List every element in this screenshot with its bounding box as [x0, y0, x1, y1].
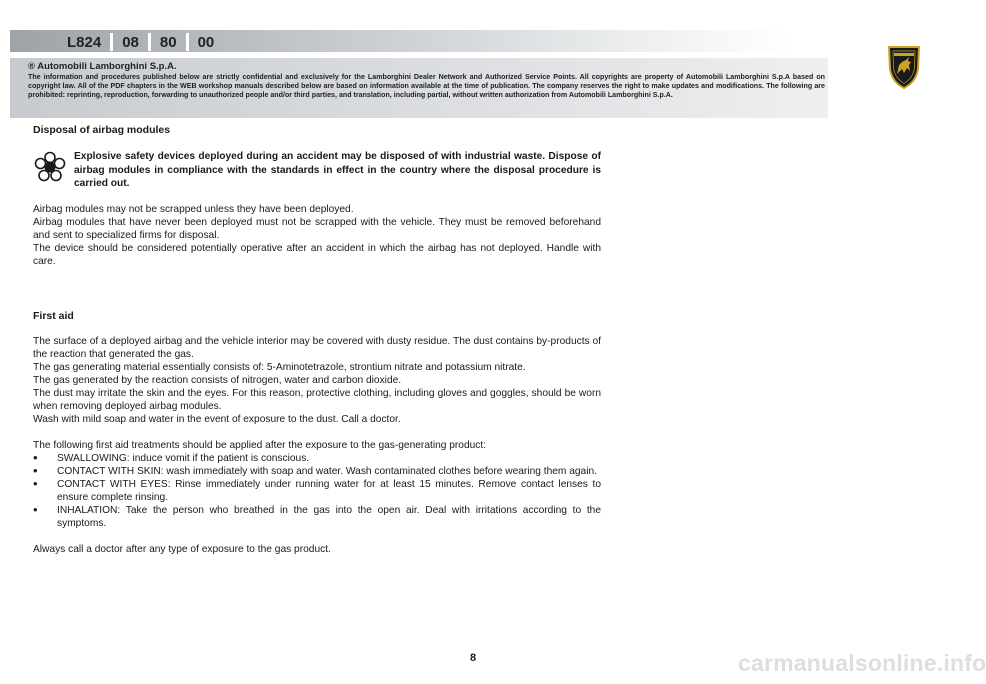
page-number: 8 [470, 652, 477, 664]
watermark: carmanualsonline.info [738, 650, 986, 676]
closing-paragraph: Always call a doctor after any type of exposure to the gas product. [33, 544, 331, 555]
list-item [33, 478, 601, 504]
paragraph: Wash with mild soap and water in the event of exposure to the dust. Call a doctor. [33, 414, 401, 425]
bullet-icon: • [33, 476, 38, 491]
spacer [33, 323, 601, 335]
legal-text: The information and procedures published below are strictly confidential and exclusively for the Lamborghini Dealer Network and Authorized Service Points. All copyrights are property of Automobili Lamborghini S.p.A based on copyright law. All of the PDF chapters in the WEB workshop manuals described below are based on information available at the time of publication. The company reserves the right to make updates and modifications. The following are prohibited: reprinting, reproduction, forwarding to unauthorized people and/or third parties, and translation, including partial, without written authorization from Automobili Lamborghini S.p.A. [28, 73, 825, 99]
paragraph: Airbag modules that have never been deployed must not be scrapped with the vehicle. They must be removed beforehand and sent to specialized firms for disposal. [33, 217, 601, 241]
code-group: 08 [122, 33, 139, 51]
treatment-text: CONTACT WITH EYES: Rinse immediately under running water for at least 15 minutes. Remove contact lenses to ensure complete rinsing. [57, 479, 601, 503]
paragraph: The gas generating material essentially consists of: 5-Aminotetrazole, strontium nitrate and potassium nitrate. [33, 362, 526, 373]
list-item [33, 452, 601, 465]
bullet-icon: • [33, 502, 38, 517]
list-item [33, 465, 601, 478]
treatments-intro: The following first aid treatments should be applied after the exposure to the gas-generating product: [33, 440, 487, 451]
treatment-text: INHALATION: Take the person who breathed in the gas into the open air. Deal with irritations according to the symptoms. [57, 505, 601, 529]
code-subgroup: 80 [159, 33, 177, 51]
section-heading-disposal: Disposal of airbag modules [33, 124, 171, 136]
treatment-list [33, 452, 601, 530]
paragraph: Airbag modules may not be scrapped unless they have been deployed. [33, 204, 354, 215]
first-aid-section [33, 310, 601, 556]
warning-text: Explosive safety devices deployed during an accident may be disposed of with industrial waste. Dispose of airbag modules in compliance with the standards in effect in the country where the disposal procedure is carried out. [74, 151, 601, 189]
treatment-text: SWALLOWING: induce vomit if the patient is conscious. [57, 453, 310, 464]
paragraph: The gas generated by the reaction consists of nitrogen, water and carbon dioxide. [33, 375, 402, 386]
code-model: L824 [67, 33, 102, 51]
document-codes [58, 31, 223, 53]
treatment-text: CONTACT WITH SKIN: wash immediately with soap and water. Wash contaminated clothes before wearing them again. [57, 466, 597, 477]
spacer [33, 530, 601, 543]
bullet-icon: • [33, 450, 38, 465]
section-heading-first-aid: First aid [33, 310, 74, 322]
disposal-heading-block [33, 124, 601, 137]
lamborghini-logo-icon [886, 44, 922, 90]
bullet-icon: • [33, 463, 38, 478]
paragraph: The device should be considered potentially operative after an accident in which the airbag has not deployed. Handle with care. [33, 243, 601, 267]
code-section: 00 [197, 33, 215, 51]
disposal-body [33, 203, 601, 268]
paragraph: The surface of a deployed airbag and the vehicle interior may be covered with dusty residue. The dust contains by-products of the reaction that generated the gas. [33, 336, 601, 360]
legal-title: ® Automobili Lamborghini S.p.A. [28, 61, 177, 72]
paragraph: The dust may irritate the skin and the eyes. For this reason, protective clothing, including gloves and goggles, should be worn when removing deployed airbag modules. [33, 388, 601, 412]
spacer [33, 426, 601, 439]
list-item [33, 504, 601, 530]
flower-warning-icon [34, 151, 66, 185]
